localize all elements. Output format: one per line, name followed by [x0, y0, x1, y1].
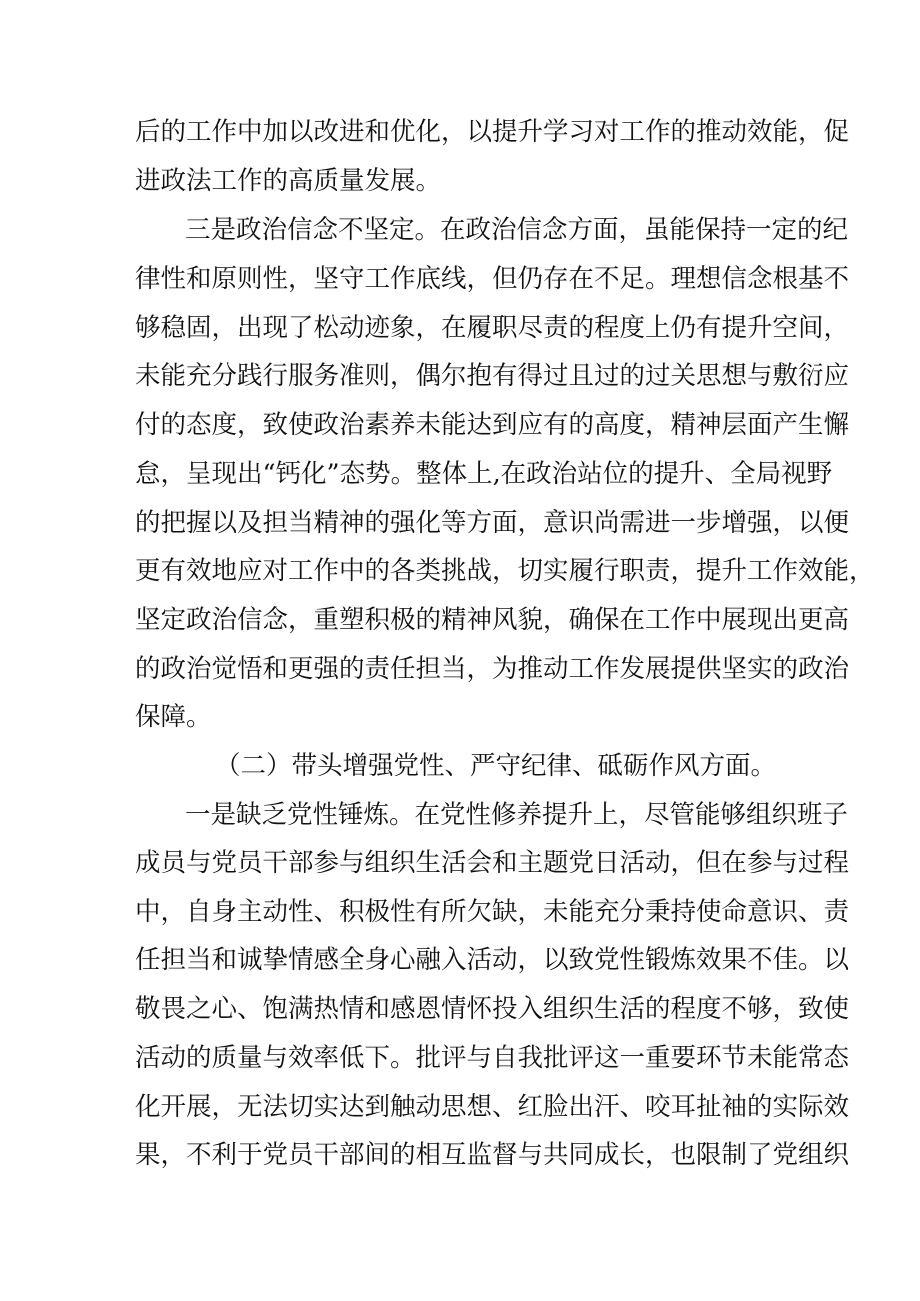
text-line: 进政法工作的高质量发展。 — [135, 166, 442, 196]
text-line: 未能充分践行服务准则，偶尔抱有得过且过的过关思想与敷衍应 — [135, 361, 850, 391]
text-line: 化开展，无法切实达到触动思想、红脸出汗、咬耳扯袖的实际效 — [135, 1092, 850, 1122]
text-line: 坚定政治信念，重塑积极的精神风貌，确保在工作中展现出更高 — [135, 605, 850, 635]
text-line: 成员与党员干部参与组织生活会和主题党日活动，但在参与过程 — [135, 848, 850, 878]
text-line: 的政治觉悟和更强的责任担当，为推动工作发展提供坚实的政治 — [135, 654, 850, 684]
text-line: 怠，呈现出“钙化”态势。整体上,在政治站位的提升、全局视野 — [135, 459, 833, 489]
text-line: 够稳固，出现了松动迹象，在履职尽责的程度上仍有提升空间， — [135, 313, 850, 343]
text-line: 保障。 — [135, 702, 212, 732]
section-heading: （二）带头增强党性、严守纪律、砥砺作风方面。 — [215, 751, 777, 781]
text-line: 后的工作中加以改进和优化，以提升学习对工作的推动效能，促 — [135, 117, 850, 147]
text-line: 任担当和诚挚情感全身心融入活动，以致党性锻炼效果不佳。以 — [135, 945, 850, 975]
text-line: 付的态度，致使政治素养未能达到应有的高度，精神层面产生懈 — [135, 410, 850, 440]
text-line: 果，不利于党员干部间的相互监督与共同成长，也限制了党组织 — [135, 1140, 850, 1170]
text-line: 活动的质量与效率低下。批评与自我批评这一重要环节未能常态 — [135, 1043, 850, 1073]
text-line: 敬畏之心、饱满热情和感恩情怀投入组织生活的程度不够，致使 — [135, 994, 850, 1024]
text-line: 中，自身主动性、积极性有所欠缺，未能充分秉持使命意识、责 — [135, 897, 850, 927]
text-line: 更有效地应对工作中的各类挑战，切实履行职责，提升工作效能， — [135, 556, 875, 586]
text-line: 律性和原则性，坚守工作底线，但仍存在不足。理想信念根基不 — [135, 264, 850, 294]
paragraph-start-line: 三是政治信念不坚定。在政治信念方面，虽能保持一定的纪 — [185, 215, 849, 245]
paragraph-start-line: 一是缺乏党性锤炼。在党性修养提升上，尽管能够组织班子 — [185, 800, 849, 830]
text-line: 的把握以及担当精神的强化等方面，意识尚需进一步增强，以便 — [135, 508, 850, 538]
